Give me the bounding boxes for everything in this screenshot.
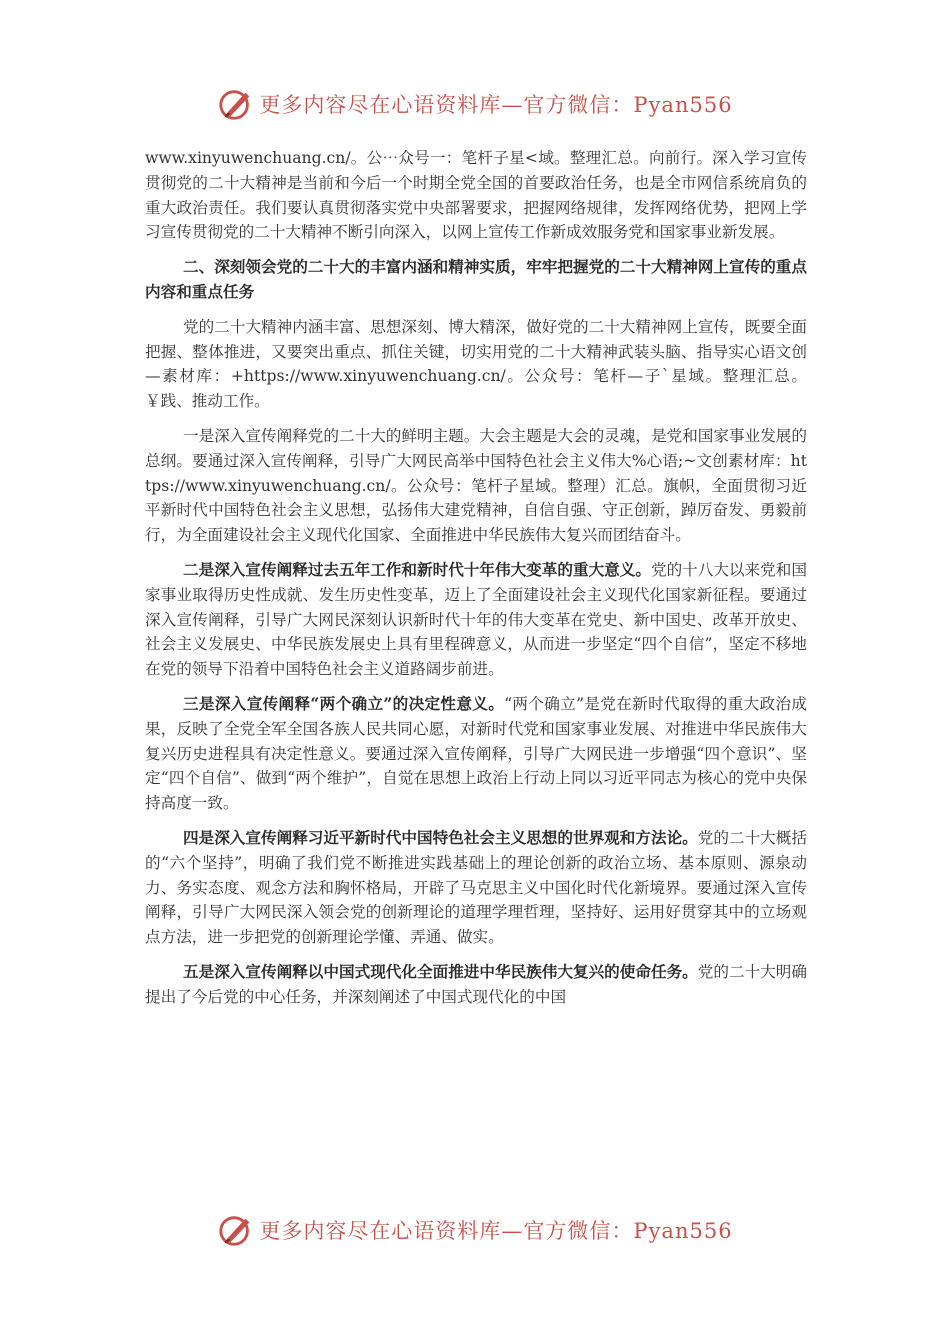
paragraph-point-3: 三是深入宣传阐释“两个确立”的决定性意义。“两个确立”是党在新时代取得的重大政治成果，反映了全党全军全国各族人民共同心愿，对新时代党和国家事业发展、对推进中华民族伟大复兴历史进程具有决定性意义。要通过深入宣传阐释，引导广大网民进一步增强“四个意识”、坚定“四个自信”、做到“两个维护”，自觉在思想上政治上行动上同以习近平同志为核心的党中央保持高度一致。 — [145, 693, 807, 813]
section-heading — [145, 255, 807, 305]
paragraph-point-2: 二是深入宣传阐释过去五年工作和新时代十年伟大变革的重大意义。党的十八大以来党和国家事业取得历史性成就、发生历史性变革，迈上了全面建设社会主义现代化国家新征程。要通过深入宣传阐释，引导广大网民深刻认识新时代十年的伟大变革在党史、新中国史、改革开放史、社会主义发展史、中华民族发展史上具有里程碑意义，从而进一步坚定“四个自信”，坚定不移地在党的领导下沿着中国特色社会主义道路阔步前进。 — [145, 559, 807, 679]
section-heading-text: 二、深刻领会党的二十大的丰富内涵和精神实质，牢牢把握党的二十大精神网上宣传的重点内容和重点任务 — [145, 257, 807, 301]
document-body — [145, 146, 807, 1020]
footer-banner — [0, 1210, 950, 1250]
paragraph-point-1: 一是深入宣传阐释党的二十大的鲜明主题。大会主题是大会的灵魂，是党和国家事业发展的总纲。要通过深入宣传阐释，引导广大网民高举中国特色社会主义伟大%心语;~文创素材库：https://www.xinyuwenchuang.cn/。公众号：笔杆子星域。整理）汇总。旗帜，全面贯彻习近平新时代中国特色社会主义思想，弘扬伟大建党精神，自信自强、守正创新，踔厉奋发、勇毅前行，为全面建设社会主义现代化国家、全面推进中华民族伟大复兴而团结奋斗。 — [145, 426, 807, 545]
header-banner — [0, 84, 950, 124]
brush-logo-icon — [217, 1211, 255, 1249]
paragraph-point-4: 四是深入宣传阐释习近平新时代中国特色社会主义思想的世界观和方法论。党的二十大概括的“六个坚持”，明确了我们党不断推进实践基础上的理论创新的政治立场、基本原则、源泉动力、务实态度、观念方法和胸怀格局，开辟了马克思主义中国化时代化新境界。要通过深入宣传阐释，引导广大网民深入领会党的创新理论的道理学理哲理，坚持好、运用好贯穿其中的立场观点方法，进一步把党的创新理论学懂、弄通、做实。 — [145, 827, 807, 947]
paragraph-intro: www.xinyuwenchuang.cn/。公⋯众号一：笔杆子星<域。整理汇总。向前行。深入学习宣传贯彻党的二十大精神是当前和今后一个时期全党全国的首要政治任务，也是全市网信系统肩负的重大政治责任。我们要认真贯彻落实党中央部署要求，把握网络规律，发挥网络优势，把网上学习宣传贯彻党的二十大精神不断引向深入，以网上宣传工作新成效服务党和国家事业新发展。 — [145, 149, 807, 242]
paragraph-point-5: 五是深入宣传阐释以中国式现代化全面推进中华民族伟大复兴的使命任务。党的二十大明确提出了今后党的中心任务，并深刻阐述了中国式现代化的中国 — [145, 961, 807, 1006]
point-2-title: 二是深入宣传阐释过去五年工作和新时代十年伟大变革的重大意义。 — [183, 559, 651, 579]
point-3-title: 三是深入宣传阐释“两个确立”的决定性意义。 — [183, 693, 505, 713]
point-5-title: 五是深入宣传阐释以中国式现代化全面推进中华民族伟大复兴的使命任务。 — [183, 961, 698, 981]
point-4-title: 四是深入宣传阐释习近平新时代中国特色社会主义思想的世界观和方法论。 — [183, 827, 698, 847]
footer-banner-text: 更多内容尽在心语资料库—官方微信：Pyan556 — [259, 1219, 733, 1243]
paragraph-overview: 党的二十大精神内涵丰富、思想深刻、博大精深，做好党的二十大精神网上宣传，既要全面把握、整体推进，又要突出重点、抓住关键，切实用党的二十大精神武装头脑、指导实心语文创—素材库：+https://www.xinyuwenchuang.cn/。公众号：笔杆—子`星域。整理汇总。￥践、推动工作。 — [145, 317, 807, 411]
header-banner-text: 更多内容尽在心语资料库—官方微信：Pyan556 — [259, 93, 733, 117]
brush-logo-icon — [217, 85, 255, 123]
